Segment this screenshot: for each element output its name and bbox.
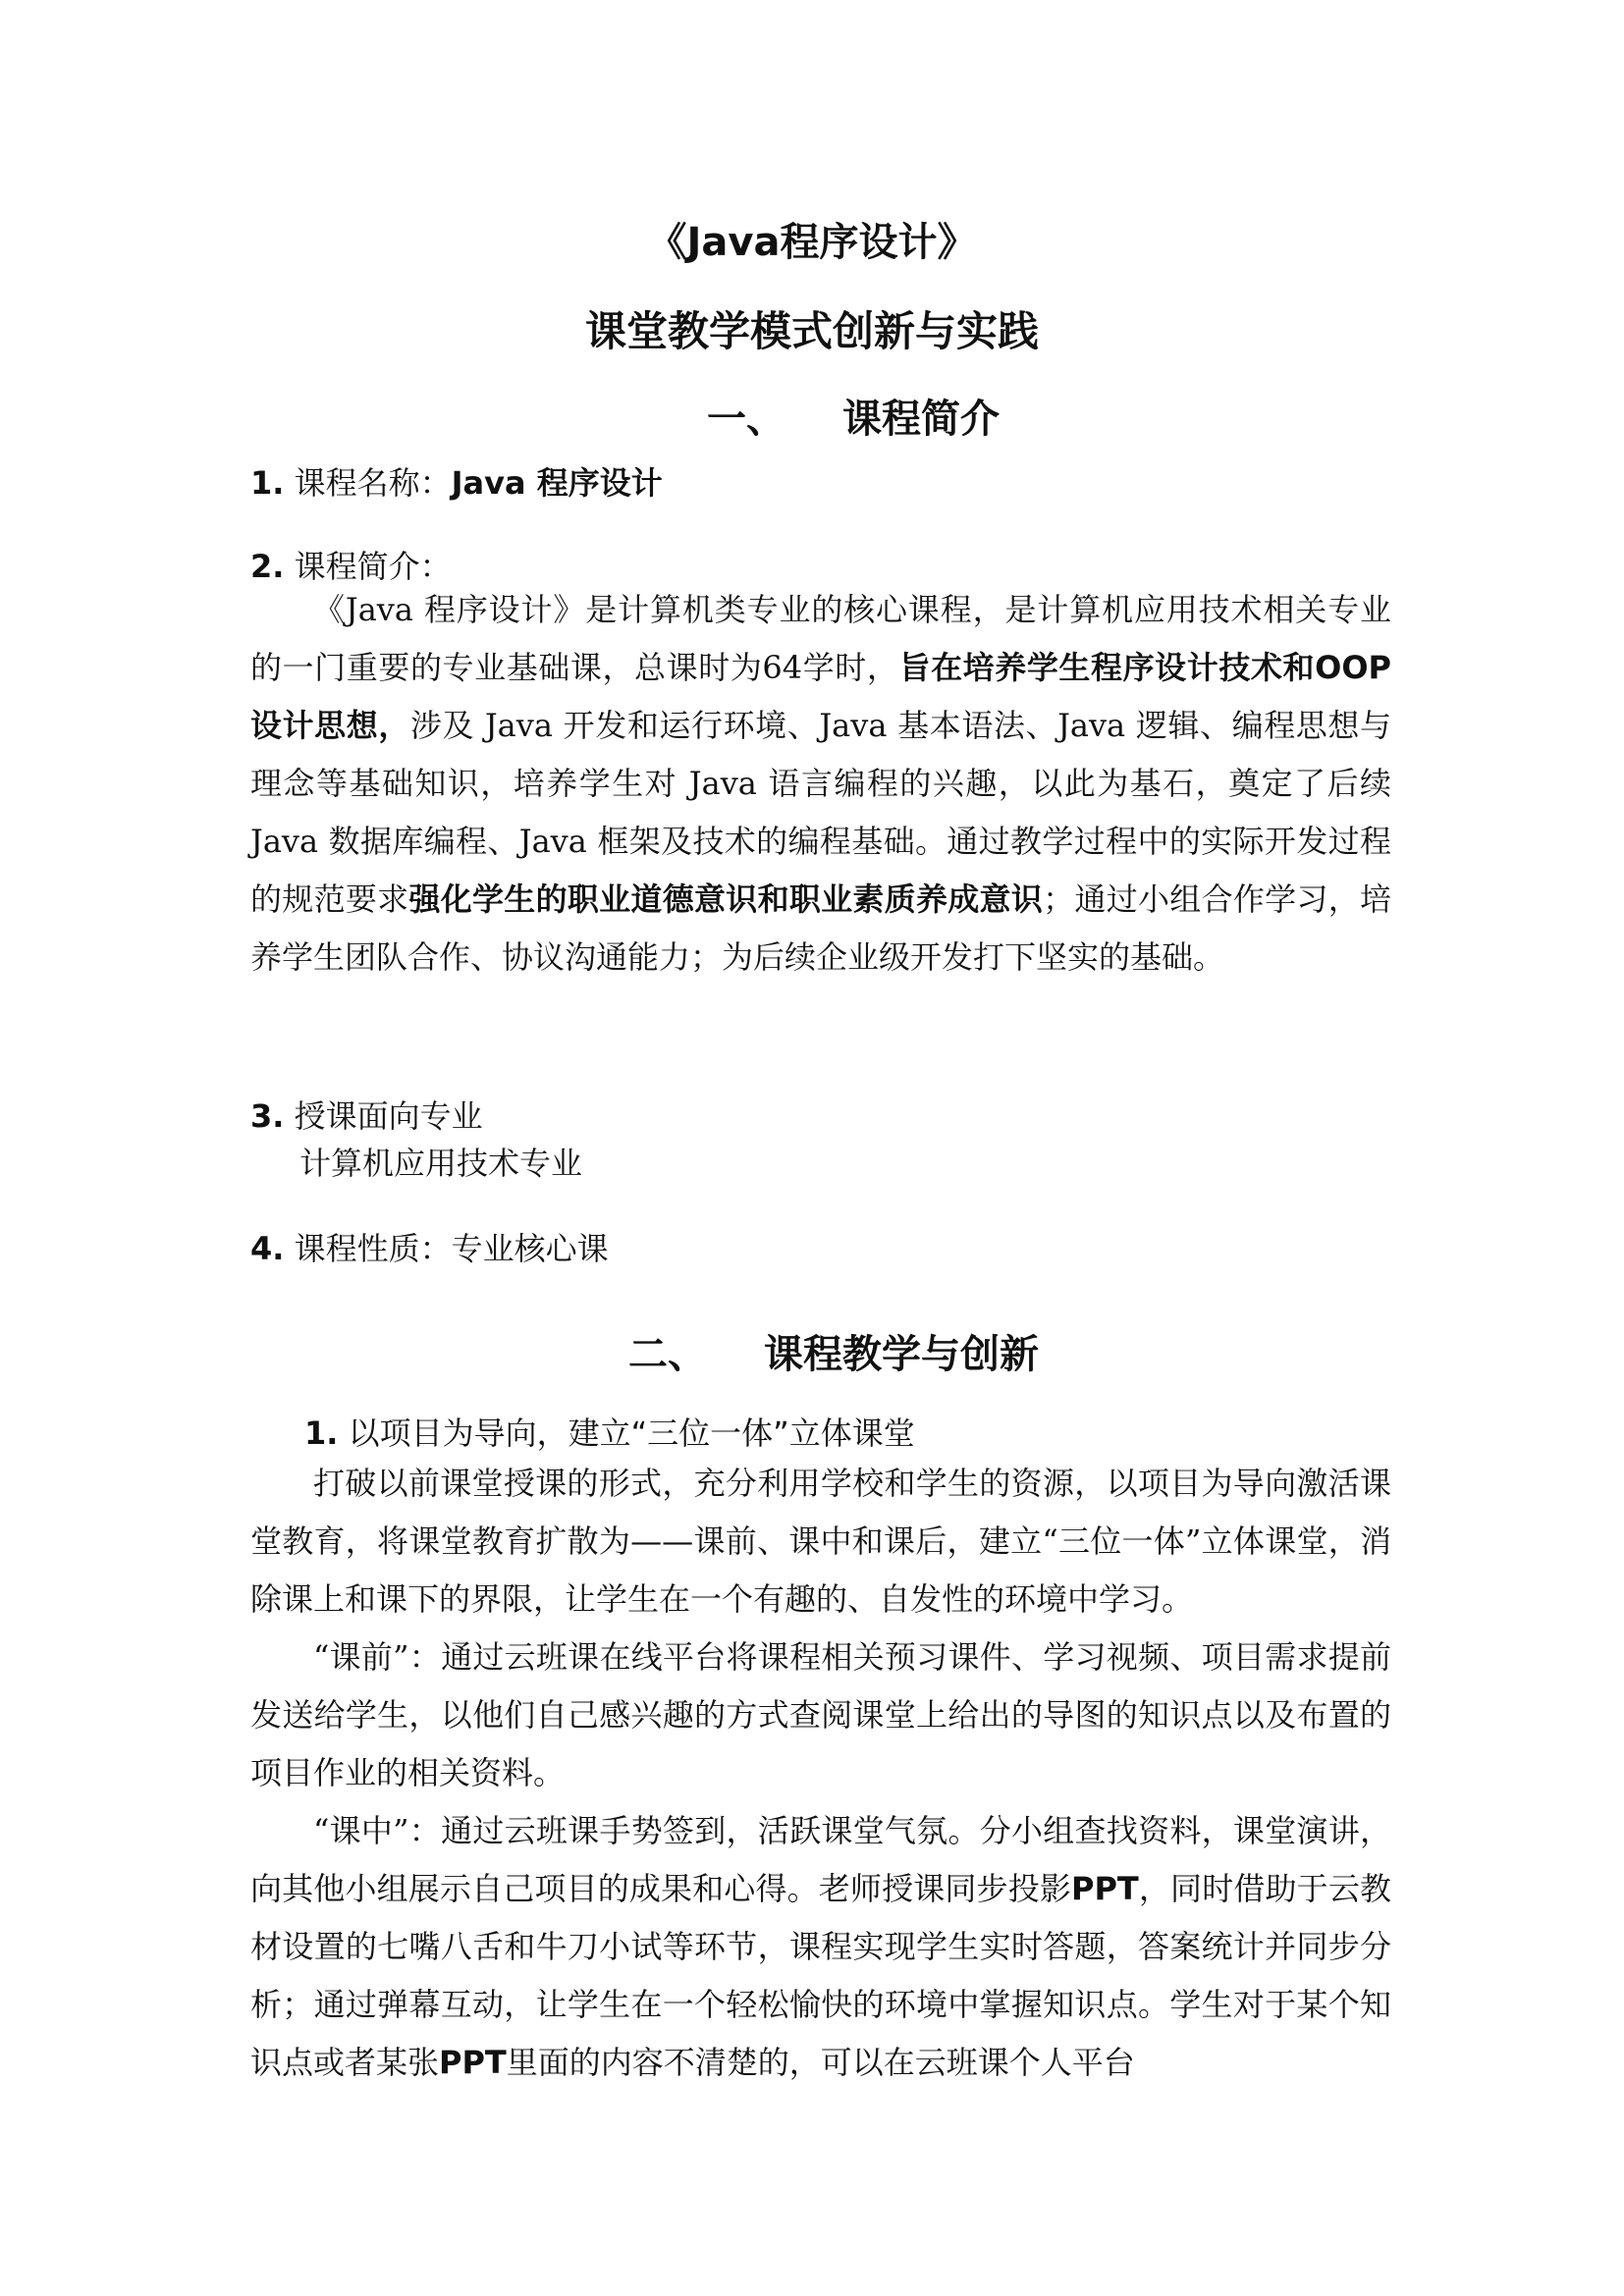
section1-item4 <box>250 1224 609 1269</box>
item3-num: 3. <box>250 1097 285 1135</box>
sub1-label: 以项目为导向，建立“三位一体”立体课堂 <box>348 1415 915 1452</box>
section2-sub1 <box>304 1409 915 1454</box>
intro-text-d: 强化学生的职业道德意识和职业素质养成意识 <box>408 881 1044 918</box>
section1-heading <box>707 388 1000 444</box>
doc-subtitle: 课堂教学模式创新与实践 <box>584 307 1039 355</box>
item4-value: 专业核心课 <box>451 1230 609 1267</box>
intro-text-a: 《Java 程序设计》是计算机类专业的核心课程，是计算机应用技术相关专业的一门重要的专业基础课，总课时为64学时， <box>250 591 1391 686</box>
paragraph-in-class <box>250 1802 1391 2092</box>
item2-num: 2. <box>250 548 285 585</box>
paragraph-project: 打破以前课堂授课的形式，充分利用学校和学生的资源，以项目为导向激活课堂教育，将课堂教育扩散为——课前、课中和课后，建立“三位一体”立体课堂，消除课上和课下的界限，让学生在一个有趣的、自发性的环境中学习。 <box>250 1465 1391 1618</box>
ppt-term-1: PPT <box>1071 1870 1139 1907</box>
in-class-text-b: ，同时借助于云教材设置的七嘴八舌和牛刀小试等环节，课程实现学生实时答题，答案统计并同步分析；通过弹幕互动，让学生在一个轻松愉快的环境中掌握知识点。学生对于某个知识点或者某张 <box>250 1870 1391 2081</box>
item3-label: 授课面向专业 <box>294 1097 483 1135</box>
section2-body <box>250 1455 1391 2092</box>
sub1-num: 1. <box>304 1415 339 1452</box>
item1-label: 课程名称： <box>294 464 452 502</box>
item4-num: 4. <box>250 1230 285 1267</box>
in-class-text-c: 里面的内容不清楚的，可以在云班课个人平台 <box>506 2044 1135 2081</box>
item4-label: 课程性质： <box>294 1230 452 1267</box>
item2-label: 课程简介： <box>294 548 452 585</box>
course-intro-paragraph <box>250 581 1391 987</box>
intro-text-c: 涉及 Java 开发和运行环境、Java 基本语法、Java 逻辑、编程思想与理念等基础知识，培养学生对 Java 语言编程的兴趣，以此为基石，奠定了后续 Java 数据库编程、Java 框架及技术的编程基础。通过教学过程中的实际开发过程的规范要求 <box>250 707 1391 918</box>
paragraph-pre-class: “课前”：通过云班课在线平台将课程相关预习课件、学习视频、项目需求提前发送给学生，以他们自己感兴趣的方式查阅课堂上给出的导图的知识点以及布置的项目作业的相关资料。 <box>250 1638 1391 1791</box>
section1-item1 <box>250 458 663 504</box>
item1-value: Java 程序设计 <box>451 464 663 502</box>
intro-text-e: ；通过小组合作学习，培养学生团队合作、协议沟通能力；为后续企业级开发打下坚实的基础。 <box>250 881 1391 976</box>
intro-text-b: 旨在培养学生程序设计技术和OOP设计思想， <box>250 649 1391 744</box>
item3-value: 计算机应用技术专业 <box>299 1145 583 1182</box>
section1-item3 <box>250 1092 483 1137</box>
ppt-term-2: PPT <box>439 2044 507 2081</box>
section2-title: 课程教学与创新 <box>764 1332 1039 1377</box>
section1-num: 一、 <box>707 397 785 442</box>
in-class-text-a: “课中”：通过云班课手势签到，活跃课堂气氛。分小组查找资料，课堂演讲，向其他小组展示自己项目的成果和心得。老师授课同步投影 <box>250 1812 1391 1907</box>
section1-title: 课程简介 <box>842 397 1000 442</box>
item1-num: 1. <box>250 464 285 502</box>
section2-heading <box>628 1323 1039 1379</box>
doc-title: 《Java程序设计》 <box>647 220 977 265</box>
section2-num: 二、 <box>628 1332 707 1377</box>
